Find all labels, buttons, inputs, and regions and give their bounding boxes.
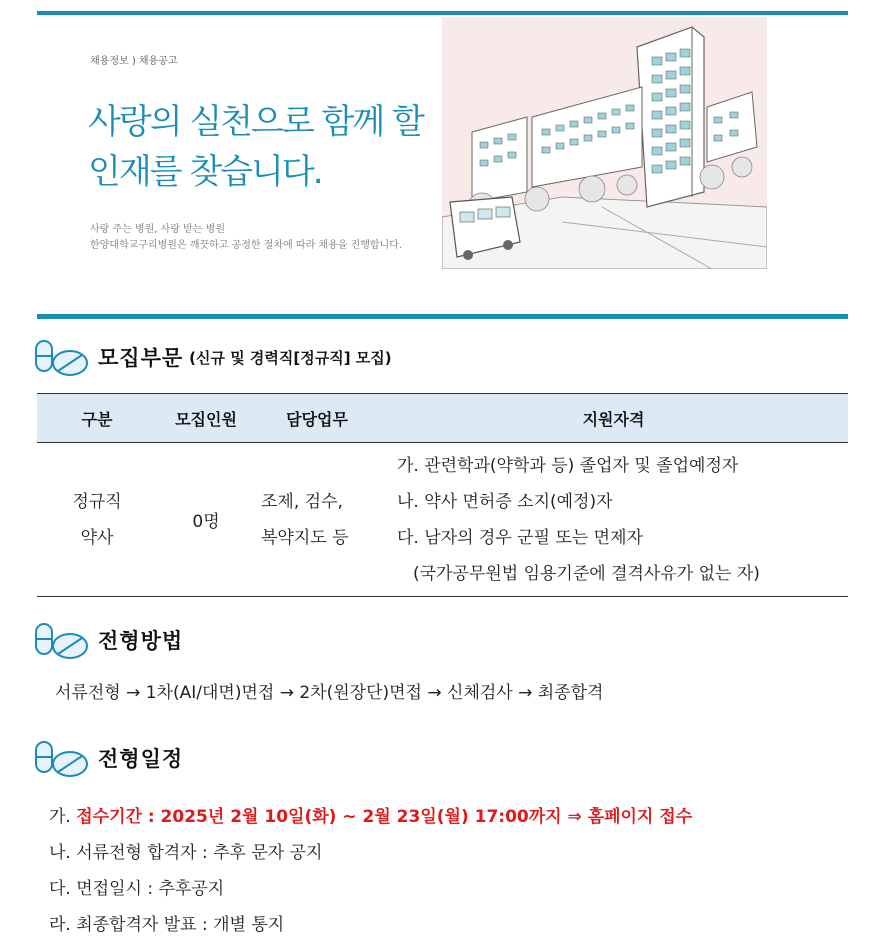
page-headline [88, 97, 423, 197]
subtext-line-2: 한양대학교구리병원은 깨끗하고 공정한 절차에 따라 채용을 진행합니다. [90, 240, 403, 251]
cell-count: 0명 [192, 512, 220, 532]
hospital-building-illustration [442, 17, 767, 269]
schedule-item-application [49, 799, 692, 835]
table-header [37, 393, 848, 443]
schedule-item-prefix: 가. [49, 807, 77, 827]
cell-qualification [379, 448, 848, 592]
duty-line-1: 조제, 검수, [261, 491, 343, 512]
pill-capsule-icon [34, 620, 90, 660]
method-title: 전형방법 [98, 629, 184, 653]
banner-subtext [90, 222, 402, 254]
recruit-subtitle: (신규 및 경력직[정규직] 모집) [189, 348, 392, 367]
table-row [37, 443, 848, 597]
pill-capsule-icon [34, 738, 90, 778]
header-banner [37, 15, 848, 273]
header-category: 구분 [81, 409, 113, 429]
headline-line-2: 인재를 찾습니다. [88, 152, 322, 192]
cell-duty [255, 484, 379, 556]
category-line-2: 약사 [80, 527, 114, 548]
cell-category [37, 484, 157, 556]
section-divider [37, 314, 848, 319]
recruit-table [37, 393, 848, 597]
header-duty: 담당업무 [286, 409, 348, 429]
section-recruit-heading [34, 337, 392, 377]
qualification-note: (국가공무원법 임용기준에 결격사유가 없는 자) [413, 563, 760, 584]
pill-capsule-icon [34, 337, 90, 377]
schedule-list [49, 799, 692, 943]
qualification-item: 가. 관련학과(약학과 등) 졸업자 및 졸업예정자 [397, 455, 739, 476]
method-steps: 서류전형 → 1차(AI/대면)면접 → 2차(원장단)면접 → 신체검사 → 최종합격 [55, 683, 604, 703]
application-period: 접수기간 : 2025년 2월 10일(화) ~ 2월 23일(월) 17:00까지 ⇒ 홈페이지 접수 [76, 807, 693, 827]
qualification-item: 나. 약사 면허증 소지(예정)자 [397, 491, 613, 512]
headline-line-1: 사랑의 실천으로 함께 할 [88, 102, 423, 142]
section-method-heading [34, 620, 183, 660]
schedule-item-document: 나. 서류전형 합격자 : 추후 문자 공지 [49, 843, 323, 863]
section-schedule-heading [34, 738, 183, 778]
header-count: 모집인원 [175, 409, 237, 429]
category-line-1: 정규직 [72, 491, 122, 512]
duty-line-2: 복약지도 등 [261, 527, 349, 548]
schedule-title: 전형일정 [98, 747, 184, 771]
qualification-item: 다. 남자의 경우 군필 또는 면제자 [397, 527, 643, 548]
schedule-item-final: 라. 최종합격자 발표 : 개별 통지 [49, 915, 285, 935]
subtext-line-1: 사랑 주는 병원, 사랑 받는 병원 [90, 224, 225, 235]
schedule-item-interview: 다. 면접일시 : 추후공지 [49, 879, 225, 899]
recruit-title: 모집부문 [98, 346, 184, 370]
breadcrumb: 채용정보 ) 채용공고 [90, 56, 178, 67]
header-qualification: 지원자격 [582, 409, 645, 429]
